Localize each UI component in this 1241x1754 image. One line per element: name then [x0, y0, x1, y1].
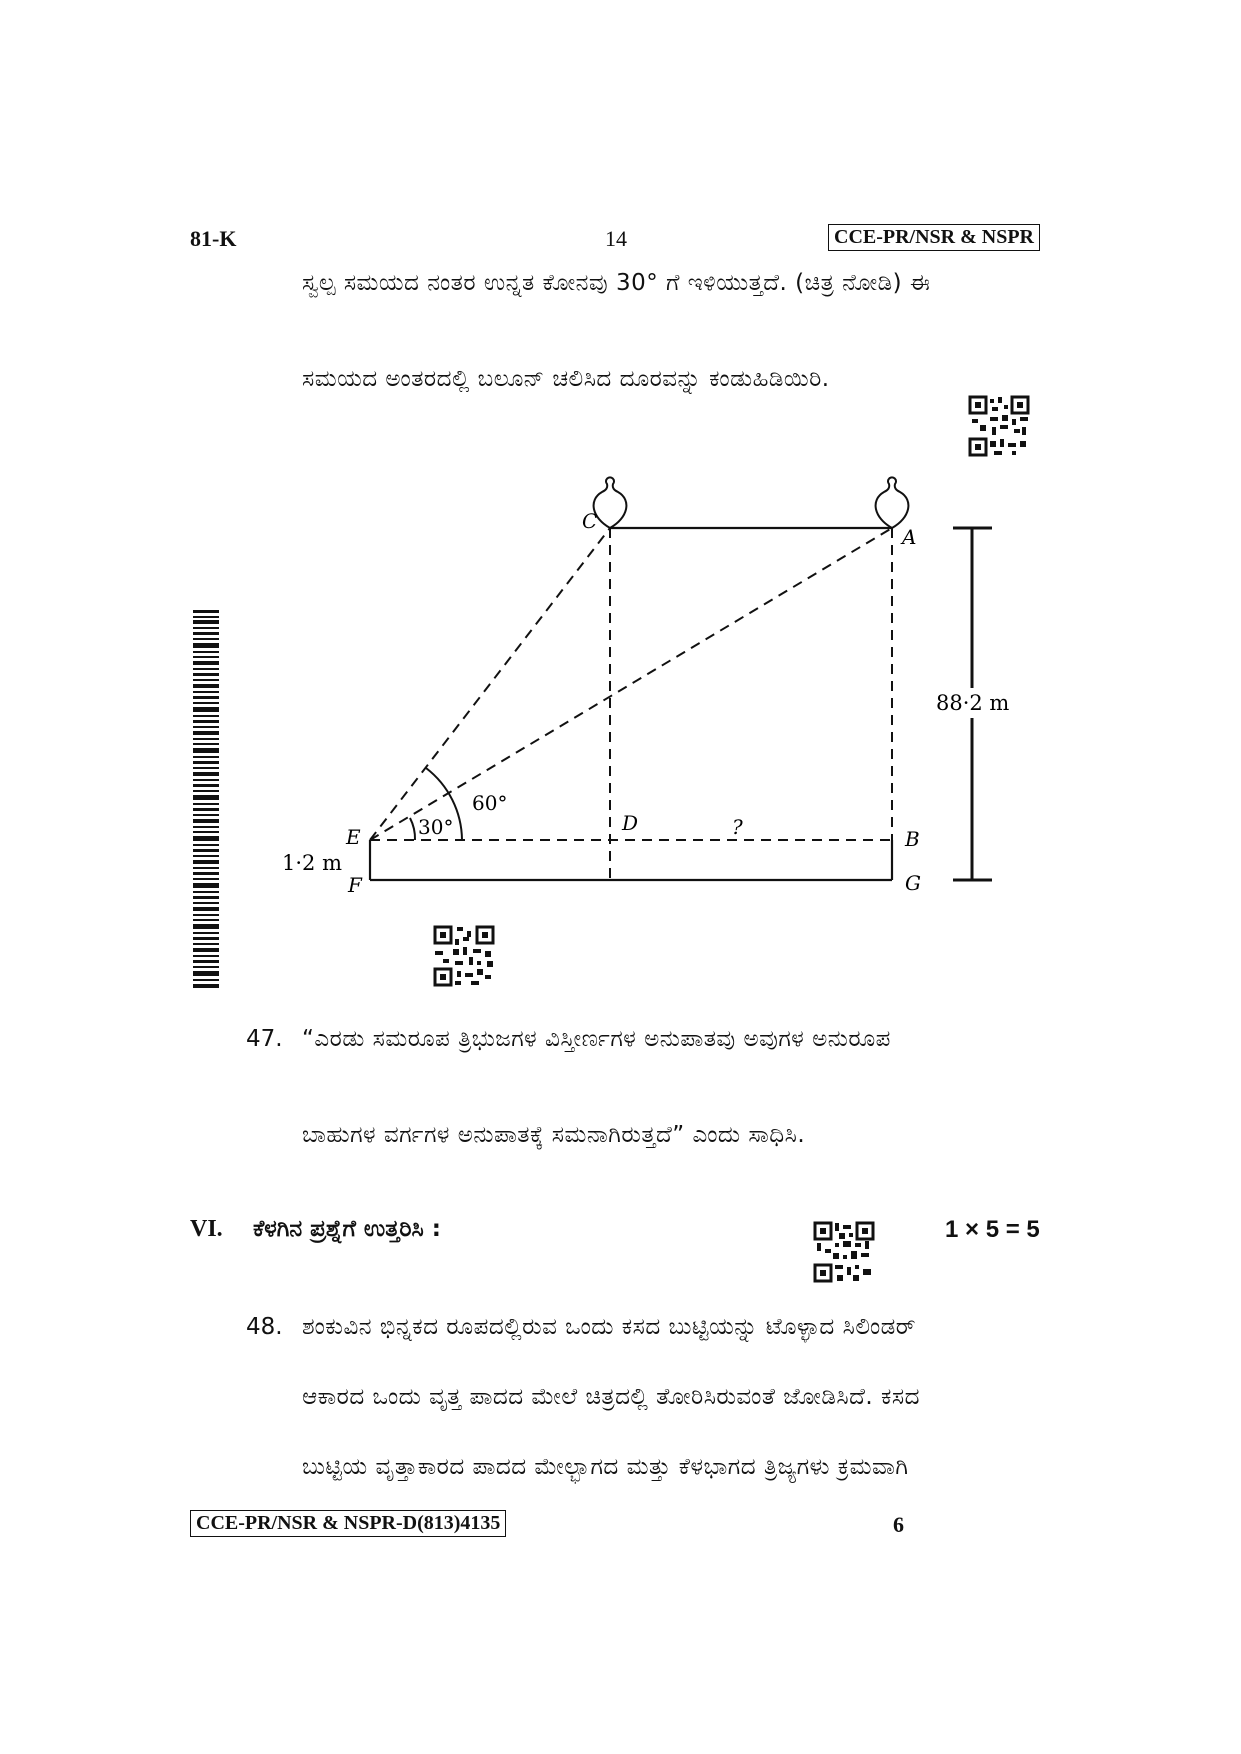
paper-code: 81-K — [190, 226, 237, 251]
q46-line1: ಸ್ವಲ್ಪ ಸಮಯದ ನಂತರ ಉನ್ನತ ಕೋನವು 30° ಗೆ ಇಳಿಯುತ್ತದೆ. (ಚಿತ್ರ ನೋಡಿ) ಈ — [302, 270, 931, 296]
label-height: 88·2 m — [936, 691, 1010, 715]
footer-page-number: 6 — [893, 1512, 904, 1537]
q48-line1: ಶಂಕುವಿನ ಭಿನ್ನಕದ ರೂಪದಲ್ಲಿರುವ ಒಂದು ಕಸದ ಬುಟ್ಟಿಯನ್ನು ಟೊಳ್ಳಾದ ಸಿಲಿಂಡರ್ — [302, 1314, 916, 1340]
exam-code-box: CCE-PR/NSR & NSPR — [828, 224, 1040, 251]
q48-line2: ಆಕಾರದ ಒಂದು ವೃತ್ತ ಪಾದದ ಮೇಲೆ ಚಿತ್ರದಲ್ಲಿ ತೋರಿಸಿರುವಂತೆ ಜೋಡಿಸಿದೆ. ಕಸದ — [302, 1384, 920, 1410]
section-number: VI. — [190, 1216, 223, 1242]
page-number: 14 — [605, 226, 627, 251]
label-angle-30: 30° — [418, 815, 454, 839]
section-title: ಕೆಳಗಿನ ಪ್ರಶ್ನೆಗೆ ಉತ್ತರಿಸಿ : — [253, 1216, 441, 1242]
label-observer-height: 1·2 m — [282, 851, 342, 875]
label-g: G — [905, 871, 921, 895]
qr-code-icon — [433, 925, 495, 987]
qr-code-icon — [968, 395, 1030, 457]
q47-number: 47. — [246, 1026, 283, 1052]
label-d: D — [622, 811, 639, 835]
label-a: A — [902, 525, 917, 549]
balloon-elevation-figure — [270, 470, 1040, 910]
q47-line1: “ಎರಡು ಸಮರೂಪ ತ್ರಿಭುಜಗಳ ವಿಸ್ತೀರ್ಣಗಳ ಅನುಪಾತವು ಅವುಗಳ ಅನುರೂಪ — [302, 1026, 891, 1052]
section-marks: 1 × 5 = 5 — [945, 1216, 1040, 1243]
label-b: B — [905, 827, 920, 851]
balloon-a-icon — [876, 477, 909, 528]
balloon-c-icon — [594, 477, 627, 528]
label-c: C — [582, 509, 598, 533]
q47-line2: ಬಾಹುಗಳ ವರ್ಗಗಳ ಅನುಪಾತಕ್ಕೆ ಸಮನಾಗಿರುತ್ತದೆ” ಎಂದು ಸಾಧಿಸಿ. — [302, 1122, 806, 1148]
barcode-icon — [193, 610, 219, 990]
label-e: E — [346, 825, 361, 849]
angle-arc-30 — [410, 818, 415, 840]
label-angle-60: 60° — [472, 791, 508, 815]
q48-number: 48. — [246, 1314, 283, 1340]
q48-line3: ಬುಟ್ಟಿಯ ವೃತ್ತಾಕಾರದ ಪಾದದ ಮೇಲ್ಭಾಗದ ಮತ್ತು ಕೆಳಭಾಗದ ತ್ರಿಜ್ಯಗಳು ಕ್ರಮವಾಗಿ — [302, 1454, 909, 1480]
label-unknown: ? — [732, 815, 743, 839]
q46-line2: ಸಮಯದ ಅಂತರದಲ್ಲಿ ಬಲೂನ್ ಚಲಿಸಿದ ದೂರವನ್ನು ಕಂಡುಹಿಡಿಯಿರಿ. — [302, 366, 830, 392]
footer-code-box: CCE-PR/NSR & NSPR-D(813)4135 — [190, 1510, 506, 1537]
label-f: F — [348, 873, 362, 897]
qr-code-icon — [813, 1221, 875, 1283]
